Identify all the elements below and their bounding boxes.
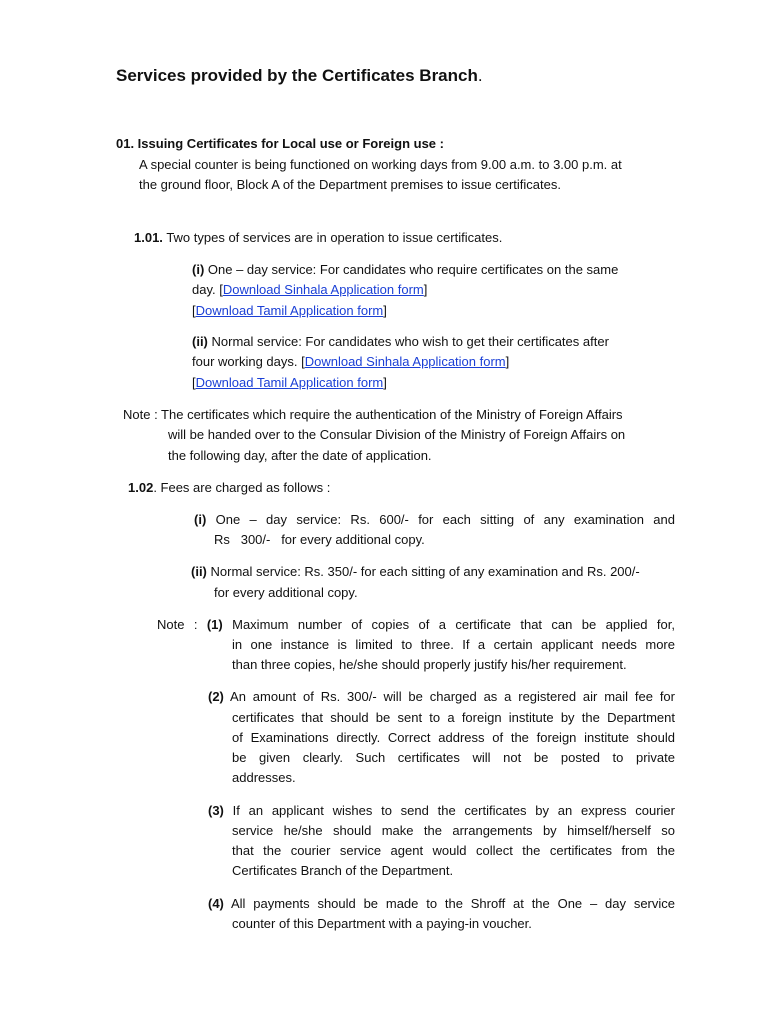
note-2: (2) An amount of Rs. 300/- will be charged as a registered air mail fee for	[208, 689, 675, 704]
section-01-text: the ground floor, Block A of the Department premises to issue certificates.	[139, 177, 561, 192]
download-tamil-link[interactable]: Download Tamil Application form	[195, 303, 384, 318]
note-consular: the following day, after the date of application.	[168, 448, 432, 463]
section-01-heading: 01. Issuing Certificates for Local use or Foreign use :	[116, 136, 444, 151]
note-2: addresses.	[232, 770, 296, 785]
note-consular: Note : The certificates which require the authentication of the Ministry of Foreign Affairs	[123, 407, 623, 422]
fee-one-day: Rs 300/- for every additional copy.	[214, 532, 425, 547]
note-3: (3) If an applicant wishes to send the certificates by an express courier	[208, 803, 675, 818]
note-4: (4) All payments should be made to the Shroff at the One – day service	[208, 896, 675, 911]
note-3: that the courier service agent would collect the certificates from the	[232, 843, 675, 858]
note-2: certificates that should be sent to a foreign institute by the Department	[232, 710, 675, 725]
page-title: Services provided by the Certificates Branch.	[116, 66, 483, 85]
download-sinhala-link[interactable]: Download Sinhala Application form	[222, 282, 424, 297]
note-3: service he/she should make the arrangements by himself/herself so	[232, 823, 675, 838]
note-2: be given clearly. Such certificates will not be posted to private	[232, 750, 675, 765]
section-1-02: 1.02. Fees are charged as follows :	[128, 480, 331, 495]
one-day-service-item: (i) One – day service: For candidates who require certificates on the same	[192, 262, 619, 277]
section-1-01: 1.01. Two types of services are in operation to issue certificates.	[134, 230, 503, 245]
download-sinhala-link[interactable]: Download Sinhala Application form	[304, 354, 506, 369]
note-2: of Examinations directly. Correct address of the foreign institute should	[232, 730, 675, 745]
note-1: in one instance is limited to three. If a certain applicant needs more	[232, 637, 675, 652]
normal-download-line: four working days. [Download Sinhala Application form]	[192, 354, 510, 369]
section-01-text: A special counter is being functioned on working days from 9.00 a.m. to 3.00 p.m. at	[139, 157, 622, 172]
normal-tamil-line: [Download Tamil Application form]	[192, 375, 387, 390]
fee-one-day: (i) One – day service: Rs. 600/- for each sitting of any examination and	[194, 512, 675, 527]
note-4: counter of this Department with a paying-in voucher.	[232, 916, 532, 931]
note-1: Note : (1) Maximum number of copies of a certificate that can be applied for,	[157, 617, 675, 632]
one-day-download-line: day. [Download Sinhala Application form]	[192, 282, 428, 297]
one-day-tamil-line: [Download Tamil Application form]	[192, 303, 387, 318]
fee-normal: (ii) Normal service: Rs. 350/- for each sitting of any examination and Rs. 200/-	[191, 564, 640, 579]
download-tamil-link[interactable]: Download Tamil Application form	[195, 375, 384, 390]
fee-normal: for every additional copy.	[214, 585, 358, 600]
note-3: Certificates Branch of the Department.	[232, 863, 454, 878]
note-consular: will be handed over to the Consular Division of the Ministry of Foreign Affairs on	[168, 427, 626, 442]
note-1: than three copies, he/she should properly justify his/her requirement.	[232, 657, 627, 672]
normal-service-item: (ii) Normal service: For candidates who wish to get their certificates after	[192, 334, 609, 349]
